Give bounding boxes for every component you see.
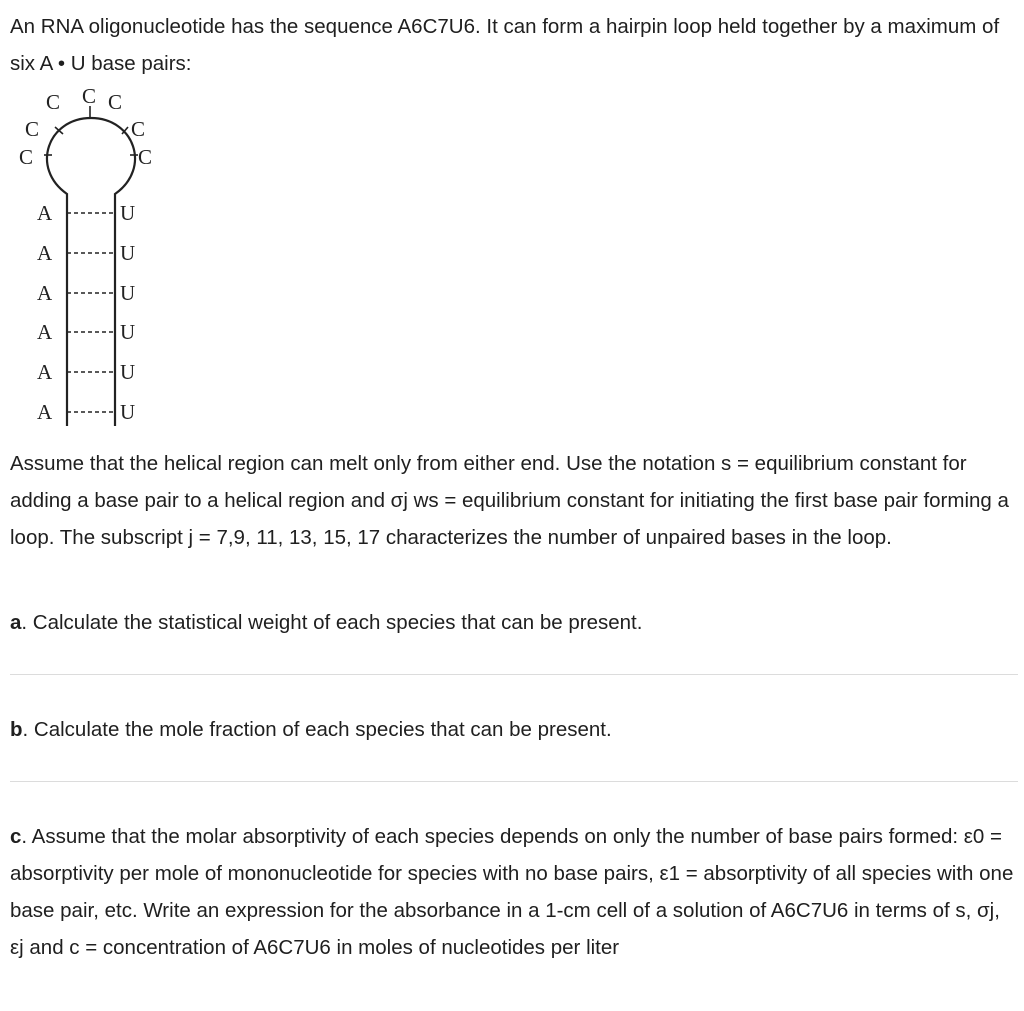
base-pair-4: [37, 320, 135, 344]
loop-base-6: C: [131, 117, 146, 141]
left-base-1: A: [37, 201, 53, 225]
left-base-4: A: [37, 320, 53, 344]
section-divider: [10, 781, 1018, 782]
right-base-1: U: [120, 201, 136, 225]
base-pair-1: [37, 201, 135, 225]
question-a-label: a: [10, 611, 22, 634]
hairpin-diagram: [10, 86, 170, 434]
base-pair-6: [37, 400, 135, 424]
question-b-label: b: [10, 718, 23, 741]
left-base-3: A: [37, 281, 53, 305]
question-b-text: . Calculate the mole fraction of each species that can be present.: [22, 718, 612, 741]
right-base-6: U: [120, 400, 136, 424]
question-a-text: . Calculate the statistical weight of each species that can be present.: [21, 611, 643, 634]
question-c: [10, 818, 1015, 966]
loop-base-3: C: [46, 90, 61, 114]
base-pair-5: [37, 360, 135, 384]
question-b: [10, 711, 1015, 748]
loop-base-4: C: [82, 86, 97, 108]
loop-base-1: C: [19, 145, 34, 169]
loop-base-7: C: [138, 145, 153, 169]
question-c-text: . Assume that the molar absorptivity of each species depends on only the number of base pairs formed: ε0 = absorptivity per mole of mononucleotide for species with no base pairs, ε1 = absorptivity of all species with one base pair, etc. Write an expression for the absorbance in a 1-cm cell of a solution of A6C7U6 in terms of s, σj, εj and c = concentration of A6C7U6 in moles of nucleotides per liter: [10, 825, 1014, 959]
problem-intro: An RNA oligonucleotide has the sequence A6C7U6. It can form a hairpin loop held together by a maximum of six A • U base pairs:: [10, 15, 1000, 75]
right-base-4: U: [120, 320, 136, 344]
right-base-3: U: [120, 281, 136, 305]
problem-assumption: Assume that the helical region can melt only from either end. Use the notation s = equilibrium constant for adding a base pair to a helical region and σj ws = equilibrium constant for initiating the first base pair forming a loop. The subscript j = 7,9, 11, 13, 15, 17 characterizes the number of unpaired bases in the loop.: [10, 452, 1009, 549]
question-a: [10, 604, 1015, 641]
base-pair-2: [37, 241, 135, 265]
base-pair-3: [37, 281, 135, 305]
question-c-label: c: [10, 825, 22, 848]
loop-base-5: C: [108, 90, 123, 114]
left-base-2: A: [37, 241, 53, 265]
loop-base-2: C: [25, 117, 40, 141]
right-base-5: U: [120, 360, 136, 384]
right-base-2: U: [120, 241, 136, 265]
section-divider: [10, 674, 1018, 675]
left-base-6: A: [37, 400, 53, 424]
left-base-5: A: [37, 360, 53, 384]
